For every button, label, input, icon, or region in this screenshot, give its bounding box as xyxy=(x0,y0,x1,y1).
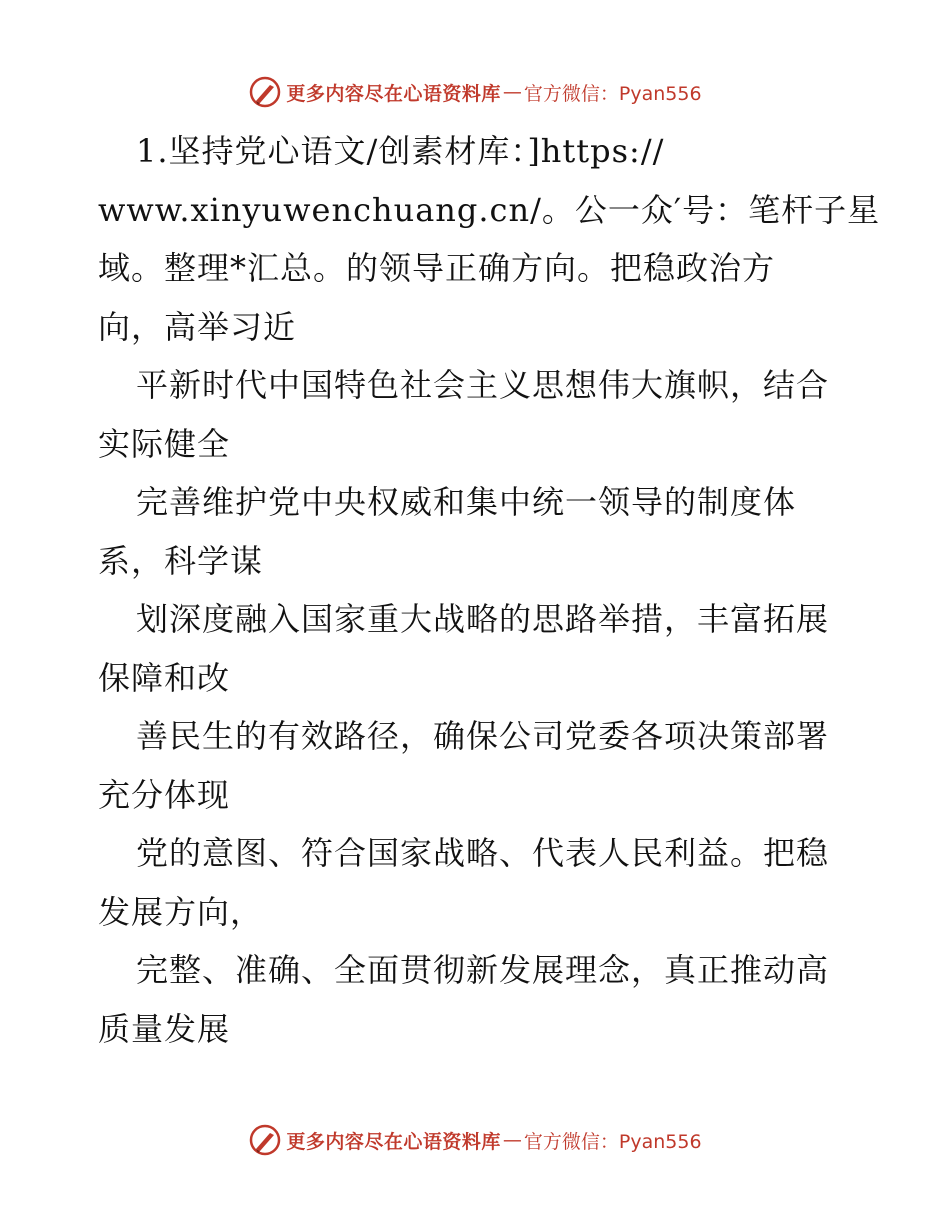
pen-logo-icon xyxy=(248,1123,282,1157)
banner-brand-text: 更多内容尽在心语资料库 xyxy=(286,1130,501,1153)
body-line: 域。整理*汇总。的领导正确方向。把稳政治方 xyxy=(98,249,776,287)
banner-separator: — xyxy=(502,1129,522,1151)
body-line: 保障和改 xyxy=(98,658,231,697)
header-banner xyxy=(0,72,950,112)
banner-brand-text: 更多内容尽在心语资料库 xyxy=(286,82,501,105)
body-line: 善民生的有效路径，确保公司党委各项决策部署 xyxy=(136,717,830,755)
body-line: 向，高举习近 xyxy=(98,307,297,346)
banner-contact-text: 官方微信：Pyan556 xyxy=(523,82,702,105)
body-line: 实际健全 xyxy=(98,424,231,463)
body-line: 划深度融入国家重大战略的思路举措，丰富拓展 xyxy=(136,600,830,638)
body-line: 充分体现 xyxy=(98,775,231,814)
body-line: 系，科学谋 xyxy=(98,541,264,580)
body-line: 完善维护党中央权威和集中统一领导的制度体 xyxy=(136,483,797,521)
body-line: 1.坚持党心语文/创素材库：]https:// xyxy=(136,132,665,170)
body-line: 平新时代中国特色社会主义思想伟大旗帜，结合 xyxy=(136,366,830,404)
banner-separator: — xyxy=(502,81,522,103)
document-body xyxy=(98,122,881,1058)
body-line: 发展方向， xyxy=(98,892,264,931)
body-line: www.xinyuwenchuang.cn/。公一众′号：笔杆子星 xyxy=(98,190,881,229)
body-line: 完整、准确、全面贯彻新发展理念，真正推动高 xyxy=(136,951,830,989)
banner-contact-text: 官方微信：Pyan556 xyxy=(523,1130,702,1153)
body-line: 党的意图、符合国家战略、代表人民利益。把稳 xyxy=(136,834,830,872)
pen-logo-icon xyxy=(248,75,282,109)
footer-banner xyxy=(0,1120,950,1160)
body-line: 质量发展 xyxy=(98,1009,231,1048)
